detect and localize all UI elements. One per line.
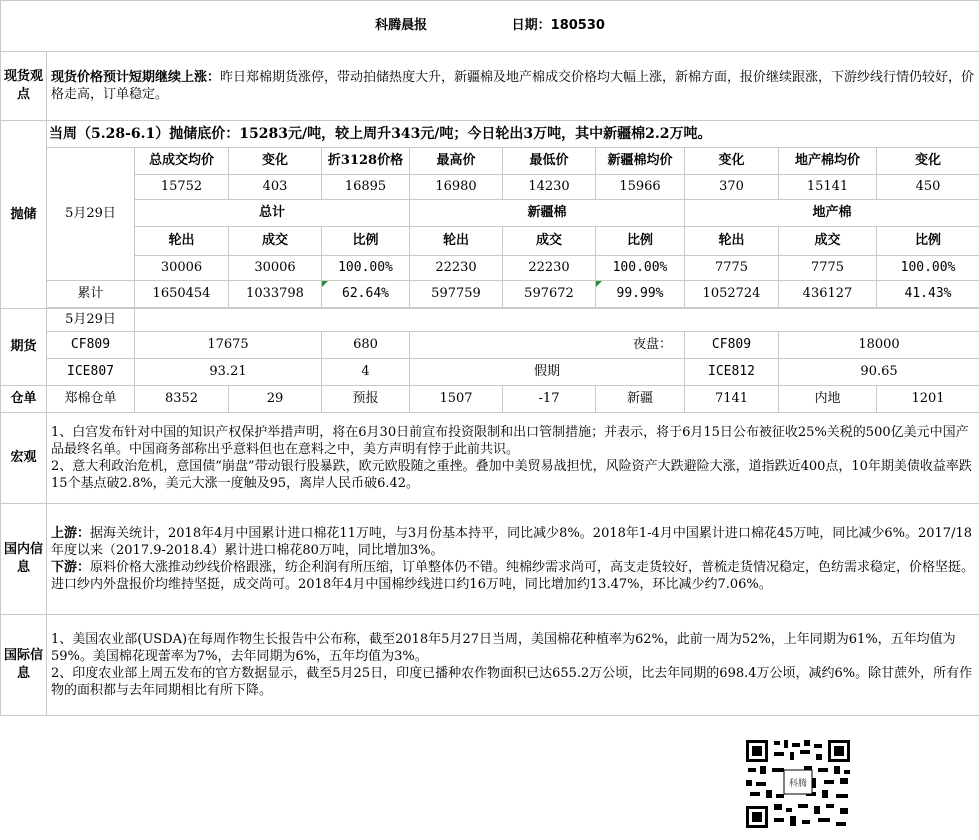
auction-header: 轮出 [685, 227, 779, 256]
auction-cell: 7775 [779, 256, 877, 281]
report-name: 科腾晨报 [375, 18, 428, 33]
group-total: 总计 [135, 200, 410, 227]
auction-cell: 22230 [503, 256, 596, 281]
macro-text [47, 413, 979, 504]
auction-cell: 100.00% [877, 256, 979, 281]
xinjiang-label: 新疆 [596, 386, 685, 413]
auction-header: 新疆棉均价 [596, 148, 685, 175]
holiday-label: 假期 [410, 359, 685, 386]
macro-item: 2、意大利政治危机，意国债“崩盘”带动银行股暴跌，欧元欧股随之重挫。叠加中美贸易战担忧，风险资产大跌避险大涨，道指跌近400点，10年期美债收益率跌15个基点破2.8%，美元大涨一度触及95，离岸人民币破6.42。 [51, 459, 972, 491]
ice2-code: ICE812 [685, 359, 779, 386]
futures-label: 期货 [1, 309, 47, 386]
auction-header: 最高价 [410, 148, 503, 175]
auction-cumulative-row [1, 281, 979, 308]
ice-price: 93.21 [135, 359, 322, 386]
auction-values1-row [1, 175, 979, 200]
auction-cell: 30006 [135, 256, 229, 281]
warehouse-name: 郑棉仓单 [47, 386, 135, 413]
intl-text [47, 615, 979, 716]
auction-cell: 22230 [410, 256, 503, 281]
qr-caption: 科腾 [788, 779, 808, 789]
upstream-text: 据海关统计，2018年4月中国累计进口棉花11万吨，与3月份基本持平，同比减少8%。2018年1-4月中国累计进口棉花45万吨，同比减少6%。2017/18年度以来（2017.9-2018.4）累计进口棉花80万吨，同比增加3%。 [51, 526, 972, 558]
auction-cell: 15141 [779, 175, 877, 200]
auction-cell: 1650454 [135, 281, 229, 308]
macro-row [1, 413, 979, 504]
auction-cell: 1052724 [685, 281, 779, 308]
ice2-price: 90.65 [779, 359, 979, 386]
macro-label: 宏观 [1, 413, 47, 504]
auction-cell: 30006 [229, 256, 322, 281]
cumulative-label: 累计 [47, 281, 135, 308]
warehouse-change: 29 [229, 386, 322, 413]
domestic-label: 国内信息 [1, 504, 47, 615]
spot-label: 现货观点 [1, 52, 47, 121]
auction-cell: 41.43% [877, 281, 979, 308]
domestic-row [1, 504, 979, 615]
auction-header: 成交 [503, 227, 596, 256]
xinjiang-value: 7141 [685, 386, 779, 413]
intl-row [1, 615, 979, 716]
inland-label: 内地 [779, 386, 877, 413]
upstream-label: 上游： [51, 526, 91, 541]
inland-value: 1201 [877, 386, 979, 413]
cf-change: 680 [322, 332, 410, 359]
auction-cell: 16980 [410, 175, 503, 200]
auction-header: 变化 [685, 148, 779, 175]
date-value: 180530 [550, 18, 605, 33]
auction-cell: 14230 [503, 175, 596, 200]
auction-header: 折3128价格 [322, 148, 410, 175]
auction-header1-row [1, 148, 979, 175]
spot-headline: 现货价格预计短期继续上涨： [51, 70, 221, 85]
auction-cell: 99.99% [596, 281, 685, 308]
futures-date: 5月29日 [47, 309, 135, 332]
domestic-text [47, 504, 979, 615]
auction-cell: 1033798 [229, 281, 322, 308]
group-local: 地产棉 [685, 200, 979, 227]
spot-row [1, 52, 979, 121]
auction-cell: 100.00% [322, 256, 410, 281]
cf-night-code: CF809 [685, 332, 779, 359]
spot-text [47, 52, 979, 121]
ice-code: ICE807 [47, 359, 135, 386]
warehouse-label: 仓单 [1, 386, 47, 413]
futures-ice-row [1, 359, 979, 386]
forecast-label: 预报 [322, 386, 410, 413]
cf-night-price: 18000 [779, 332, 979, 359]
auction-groups-row [1, 200, 979, 227]
auction-cell: 100.00% [596, 256, 685, 281]
auction-header2-row [1, 227, 979, 256]
auction-cell: 62.64% [322, 281, 410, 308]
forecast-change: -17 [503, 386, 596, 413]
auction-cell: 370 [685, 175, 779, 200]
auction-label: 抛储 [1, 121, 47, 309]
auction-cell: 597672 [503, 281, 596, 308]
auction-cell: 15966 [596, 175, 685, 200]
auction-header: 比例 [322, 227, 410, 256]
auction-cell: 436127 [779, 281, 877, 308]
night-label: 夜盘： [410, 332, 685, 359]
auction-header: 成交 [229, 227, 322, 256]
auction-header: 变化 [877, 148, 979, 175]
auction-header: 最低价 [503, 148, 596, 175]
downstream-label: 下游： [51, 560, 91, 575]
auction-cell: 597759 [410, 281, 503, 308]
auction-date: 5月29日 [47, 148, 135, 281]
warehouse-value: 8352 [135, 386, 229, 413]
spot-body: 昨日郑棉期货涨停，带动拍储热度大升，新疆棉及地产棉成交价格均大幅上涨，新棉方面，报价继续跟涨，下游纱线行情仍较好，价格走高，订单稳定。 [51, 70, 975, 102]
title-row [1, 1, 979, 52]
auction-cell: 15752 [135, 175, 229, 200]
ice-change: 4 [322, 359, 410, 386]
futures-cf-row [1, 332, 979, 359]
auction-values2-row [1, 256, 979, 281]
auction-header: 变化 [229, 148, 322, 175]
cf-code: CF809 [47, 332, 135, 359]
auction-cell: 7775 [685, 256, 779, 281]
auction-header: 成交 [779, 227, 877, 256]
auction-header: 比例 [877, 227, 979, 256]
forecast-value: 1507 [410, 386, 503, 413]
date-label: 日期： [511, 18, 551, 33]
intl-item: 1、美国农业部(USDA)在每周作物生长报告中公布称，截至2018年5月27日当周，美国棉花种植率为62%，此前一周为52%，上年同期为61%，五年均值为59%。美国棉花现蕾率为7%，去年同期为6%，五年均值为3%。 [51, 632, 956, 664]
intl-item: 2、印度农业部上周五发布的官方数据显示，截至5月25日，印度已播种农作物面积已达655.2万公顷，比去年同期的698.4万公顷，减约6%。除甘蔗外，所有作物的面积都与去年同期相比有所下降。 [51, 666, 973, 698]
auction-summary-row [1, 121, 979, 148]
auction-header: 总成交均价 [135, 148, 229, 175]
intl-label: 国际信息 [1, 615, 47, 716]
warehouse-row [1, 386, 979, 413]
futures-date-row [1, 309, 979, 332]
auction-cell: 16895 [322, 175, 410, 200]
auction-cell: 450 [877, 175, 979, 200]
qr-code [744, 738, 852, 830]
auction-cell: 403 [229, 175, 322, 200]
auction-header: 轮出 [135, 227, 229, 256]
auction-summary: 当周（5.28-6.1）抛储底价：15283元/吨，较上周升343元/吨；今日轮出3万吨，其中新疆棉2.2万吨。 [47, 121, 979, 148]
group-xinjiang: 新疆棉 [410, 200, 685, 227]
auction-header: 地产棉均价 [779, 148, 877, 175]
cf-price: 17675 [135, 332, 322, 359]
auction-header: 轮出 [410, 227, 503, 256]
macro-item: 1、白宫发布针对中国的知识产权保护举措声明，将在6月30日前宣布投资限制和出口管制措施；并表示，将于6月15日公布被征收25%关税的500亿美元中国产品最终名单。中国商务部称出乎意料但也在意料之中，美方声明有悖于此前共识。 [51, 425, 969, 457]
auction-header: 比例 [596, 227, 685, 256]
downstream-text: 原料价格大涨推动纱线价格跟涨，纺企利润有所压缩，订单整体仍不错。纯棉纱需求尚可，高支走货较好，普梳走货情况稳定，色纺需求稳定，价格坚挺。进口纱内外盘报价均维持坚挺，成交尚可。2018年4月中国棉纱线进口约16万吨，同比增加约13.47%，环比减少约7.06%。 [51, 560, 975, 592]
report-title [1, 1, 979, 52]
